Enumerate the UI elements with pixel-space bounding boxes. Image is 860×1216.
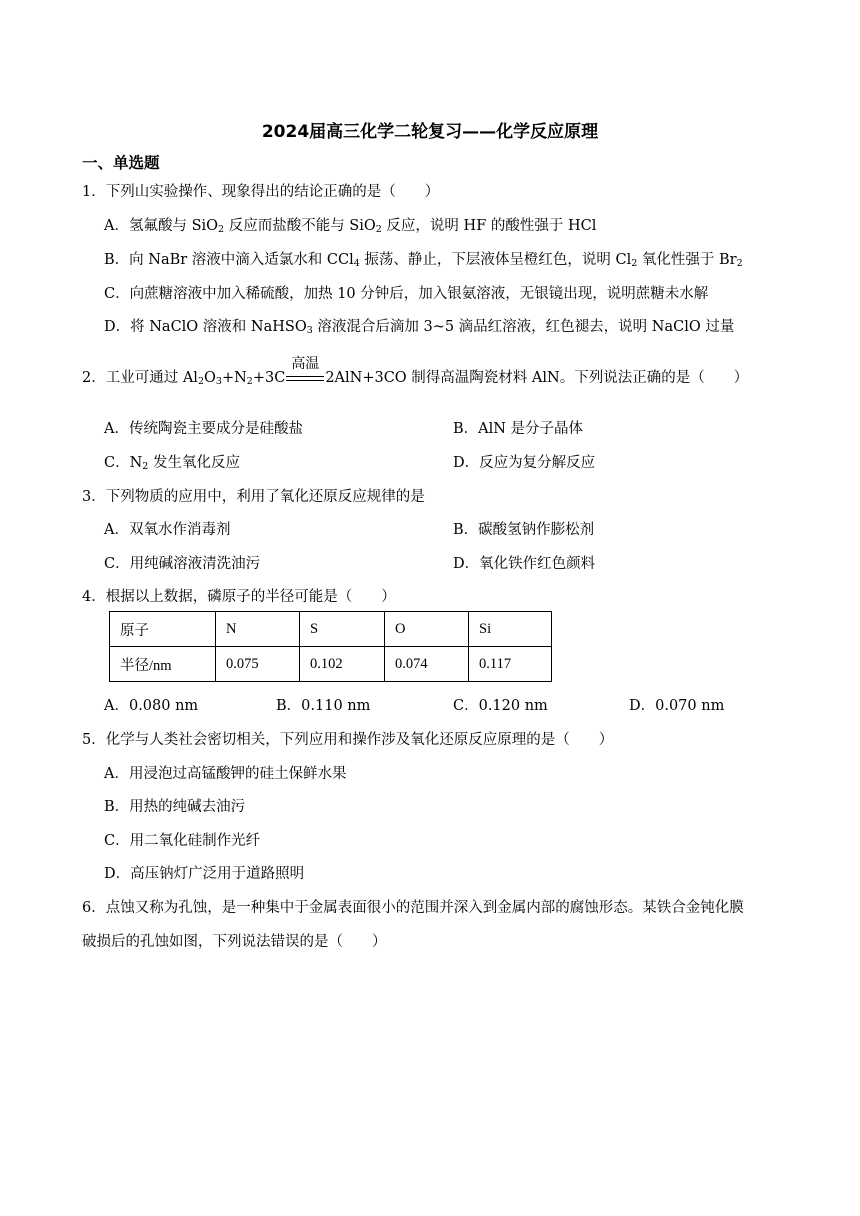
table-cell: 0.075: [216, 647, 300, 682]
table-cell: 0.117: [469, 647, 552, 682]
equals-line-top: [286, 376, 324, 377]
question-1-option-d: D．将 NaClO 溶液和 NaHSO$_3$ 溶液混合后滴加 3~5 滴品红溶液，红色褪去，说明 NaClO 过量: [104, 319, 735, 336]
question-3-option-b: B．碳酸氢钠作膨松剂: [453, 522, 595, 538]
question-6-stem-line-2: 破损后的孔蚀如图，下列说法错误的是（ ）: [82, 934, 387, 950]
question-4-option-c: C．0.120 nm: [453, 698, 548, 714]
question-5-option-b: B．用热的纯碱去油污: [104, 799, 246, 815]
question-2-option-a: A．传统陶瓷主要成分是硅酸盐: [104, 421, 303, 437]
question-5-option-c: C．用二氧化硅制作光纤: [104, 833, 261, 849]
table-cell: Si: [469, 612, 552, 647]
table-cell: 半径/nm: [110, 647, 216, 682]
question-4-option-a: A．0.080 nm: [104, 698, 199, 714]
question-4-stem: 4．根据以上数据，磷原子的半径可能是（ ）: [82, 589, 396, 605]
question-4-option-d: D．0.070 nm: [629, 698, 725, 714]
question-2-option-d: D．反应为复分解反应: [453, 455, 596, 471]
question-1-option-b: B．向 NaBr 溶液中滴入适氯水和 CCl$_4$ 振荡、静止，下层液体呈橙红色，说明 $Cl_2$ 氧化性强于 $Br_2$: [104, 252, 743, 269]
question-3-stem: 3．下列物质的应用中，利用了氧化还原反应规律的是: [82, 489, 425, 505]
table-header-row: [110, 612, 552, 647]
table-cell: S: [300, 612, 385, 647]
reaction-condition-label: 高温: [291, 356, 320, 372]
question-3-option-c: C．用纯碱溶液清洗油污: [104, 556, 261, 572]
question-6-stem-line-1: 6．点蚀又称为孔蚀，是一种集中于金属表面很小的范围并深入到金属内部的腐蚀形态。某铁合金钝化膜: [82, 900, 744, 916]
question-2-stem: 2．工业可通过 $Al_2O_3+N_2+3C$ 高温 2AlN+3CO 制得高温陶瓷材料 AlN。下列说法正确的是（ ）: [82, 366, 748, 387]
atomic-radius-table: [109, 611, 552, 682]
table-row: [110, 647, 552, 682]
question-5-stem: 5．化学与人类社会密切相关，下列应用和操作涉及氧化还原反应原理的是（ ）: [82, 732, 614, 748]
question-2-option-b: B．AlN 是分子晶体: [453, 421, 584, 437]
question-3-option-d: D．氧化铁作红色颜料: [453, 556, 596, 572]
question-1-stem: 1．下列山实验操作、现象得出的结论正确的是（ ）: [82, 184, 440, 200]
section-heading: 一、单选题: [82, 154, 160, 172]
table-cell: 0.074: [385, 647, 469, 682]
equals-line-bottom: [286, 380, 324, 381]
table-cell: 原子: [110, 612, 216, 647]
question-4-option-b: B．0.110 nm: [276, 698, 371, 714]
question-3-option-a: A．双氧水作消毒剂: [104, 522, 231, 538]
page-title: 2024届高三化学二轮复习——化学反应原理: [261, 122, 599, 142]
question-1-option-a: A．氢氟酸与 SiO$_2$ 反应而盐酸不能与 SiO$_2$ 反应，说明 HF 的酸性强于 HCl: [104, 218, 597, 235]
table-cell: 0.102: [300, 647, 385, 682]
question-5-option-a: A．用浸泡过高锰酸钾的硅土保鲜水果: [104, 766, 347, 782]
table-cell: N: [216, 612, 300, 647]
question-5-option-d: D．高压钠灯广泛用于道路照明: [104, 866, 305, 882]
question-1-option-c: C．向蔗糖溶液中加入稀硫酸，加热 10 分钟后，加入银氨溶液，无银镜出现，说明蔗糖未水解: [104, 286, 709, 302]
question-2-option-c: C．$N_2$ 发生氧化反应: [104, 455, 240, 472]
reaction-condition: [286, 356, 324, 385]
table-cell: O: [385, 612, 469, 647]
